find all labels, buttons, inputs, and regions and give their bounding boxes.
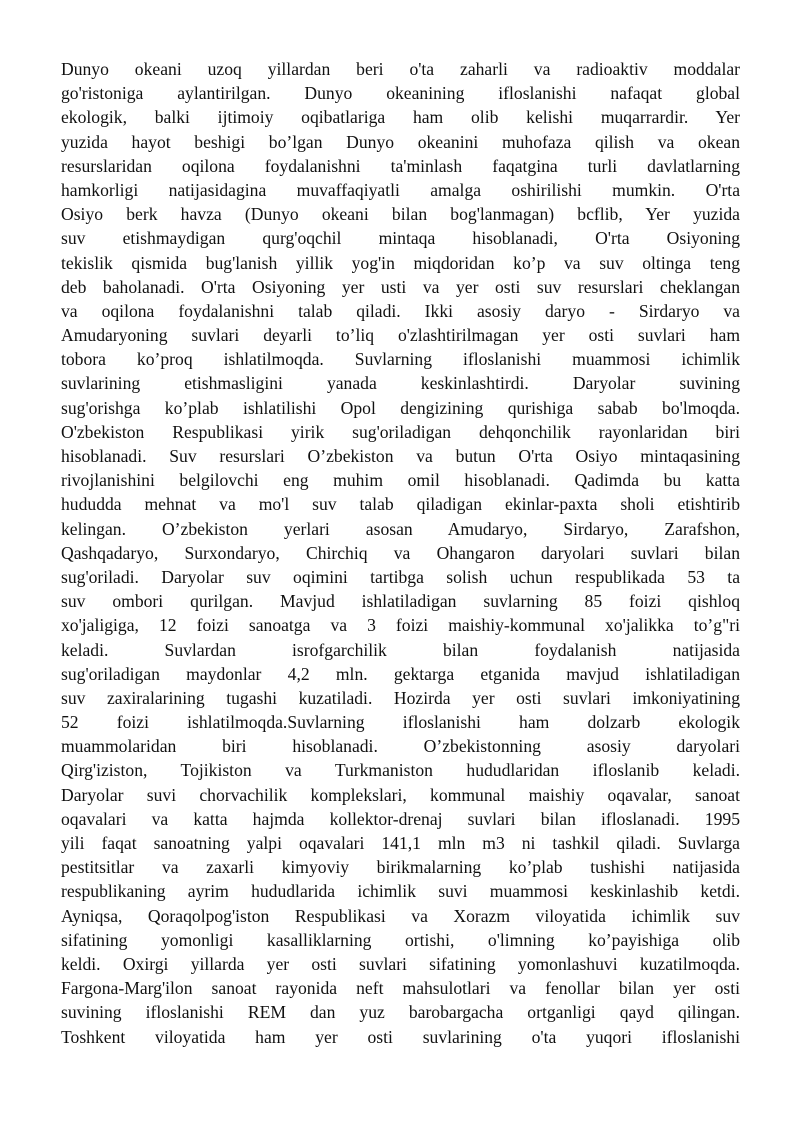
text-line: Amudaryoning suvlari deyarli to’liq o'zlashtirilmagan yer osti suvlari ham <box>61 325 740 346</box>
text-line: muammolaridan biri hisoblanadi. O’zbekistonning asosiy daryolari <box>61 736 740 757</box>
text-line: sug'orishga ko’plab ishlatilishi Opol dengizining qurishiga sabab bo'lmoqda. <box>61 397 740 418</box>
text-line: suvining ifloslanishi REM dan yuz barobargacha ortganligi qayd qilingan. <box>61 1002 740 1023</box>
text-line: suv ombori qurilgan. Mavjud ishlatiladigan suvlarning 85 foizi qishloq <box>61 591 740 612</box>
text-line: O'zbekiston Respublikasi yirik sug'oriladigan dehqonchilik rayonlaridan biri <box>61 421 740 442</box>
text-line: hisoblanadi. Suv resurslari O’zbekiston va butun O'rta Osiyo mintaqasining <box>61 446 740 466</box>
text-line: resurslaridan oqilona foydalanishni ta'minlash faqatgina turli davlatlarning <box>61 155 740 176</box>
text-line: sug'oriladi. Daryolar suv oqimini tartibga solish uchun respublikada 53 ta <box>61 566 740 587</box>
text-line: tobora ko’proq ishlatilmoqda. Suvlarning ifloslanishi muammosi ichimlik <box>61 349 740 370</box>
text-line: sug'oriladigan maydonlar 4,2 mln. gektarga etganida mavjud ishlatiladigan <box>61 663 740 684</box>
text-line: tekislik qismida bug'lanish yillik yog'in miqdoridan ko’p va suv oltinga teng <box>61 252 740 273</box>
text-line: rivojlanishini belgilovchi eng muhim omil hisoblanadi. Qadimda bu katta <box>61 470 740 491</box>
text-line: hududda mehnat va mo'l suv talab qiladigan ekinlar-paxta sholi etishtirib <box>61 494 740 515</box>
text-line: ekologik, balki ijtimoiy oqibatlariga ham olib kelishi muqarrardir. Yer <box>61 107 740 128</box>
text-line: va oqilona foydalanishni talab qiladi. Ikki asosiy daryo - Sirdaryo va <box>61 300 740 321</box>
text-line: sifatining yomonligi kasalliklarning ortishi, o'limning ko’payishiga olib <box>61 929 740 950</box>
text-line: xo'jaligiga, 12 foizi sanoatga va 3 foizi maishiy-kommunal xo'jalikka to’g"ri <box>61 615 740 636</box>
text-line: Toshkent viloyatida ham yer osti suvlarining o'ta yuqori ifloslanishi <box>61 1026 740 1047</box>
text-line: Fargona-Marg'ilon sanoat rayonida neft mahsulotlari va fenollar bilan yer osti <box>61 978 740 999</box>
text-line: yili faqat sanoatning yalpi oqavalari 141,1 mln m3 ni tashkil qiladi. Suvlarga <box>61 833 740 853</box>
text-line: respublikaning ayrim hududlarida ichimlik suvi muammosi keskinlashib ketdi. <box>61 881 740 902</box>
text-line: yuzida hayot beshigi bo’lgan Dunyo okeanini muhofaza qilish va okean <box>61 131 740 152</box>
text-line: deb baholanadi. O'rta Osiyoning yer usti va yer osti suv resurslari cheklangan <box>61 276 740 297</box>
text-line: keladi. Suvlardan isrofgarchilik bilan foydalanish natijasida <box>61 639 740 660</box>
text-line: Qirg'iziston, Tojikiston va Turkmaniston hududlaridan ifloslanib keladi. <box>61 760 740 781</box>
text-line: hamkorligi natijasidagina muvaffaqiyatli amalga oshirilishi mumkin. O'rta <box>61 179 740 200</box>
text-line: suvlarining etishmasligini yanada keskinlashtirdi. Daryolar suvining <box>61 373 740 394</box>
text-line: pestitsitlar va zaxarli kimyoviy birikmalarning ko’plab tushishi natijasida <box>61 857 740 878</box>
document-page <box>61 57 740 1049</box>
text-line: Ayniqsa, Qoraqolpog'iston Respublikasi va Xorazm viloyatida ichimlik suv <box>61 905 740 926</box>
text-line: Dunyo okeani uzoq yillardan beri o'ta zaharli va radioaktiv moddalar <box>61 59 740 79</box>
text-line: 52 foizi ishlatilmoqda.Suvlarning ifloslanishi ham dolzarb ekologik <box>61 712 740 733</box>
text-line: go'ristoniga aylantirilgan. Dunyo okeanining ifloslanishi nafaqat global <box>61 83 740 104</box>
text-line: Osiyo berk havza (Dunyo okeani bilan bog'lanmagan) bcflib, Yer yuzida <box>61 204 740 225</box>
text-line: Daryolar suvi chorvachilik komplekslari, kommunal maishiy oqavalar, sanoat <box>61 784 740 805</box>
text-line: oqavalari va katta hajmda kollektor-drenaj suvlari bilan ifloslanadi. 1995 <box>61 808 740 829</box>
text-line: suv zaxiralarining tugashi kuzatiladi. Hozirda yer osti suvlari imkoniyatining <box>61 687 740 708</box>
text-line: kelingan. O’zbekiston yerlari asosan Amudaryo, Sirdaryo, Zarafshon, <box>61 518 740 539</box>
text-line: keldi. Oxirgi yillarda yer osti suvlari sifatining yomonlashuvi kuzatilmoqda. <box>61 953 740 974</box>
text-line: Qashqadaryo, Surxondaryo, Chirchiq va Ohangaron daryolari suvlari bilan <box>61 542 740 563</box>
text-line: suv etishmaydigan qurg'oqchil mintaqa hisoblanadi, O'rta Osiyoning <box>61 228 740 249</box>
